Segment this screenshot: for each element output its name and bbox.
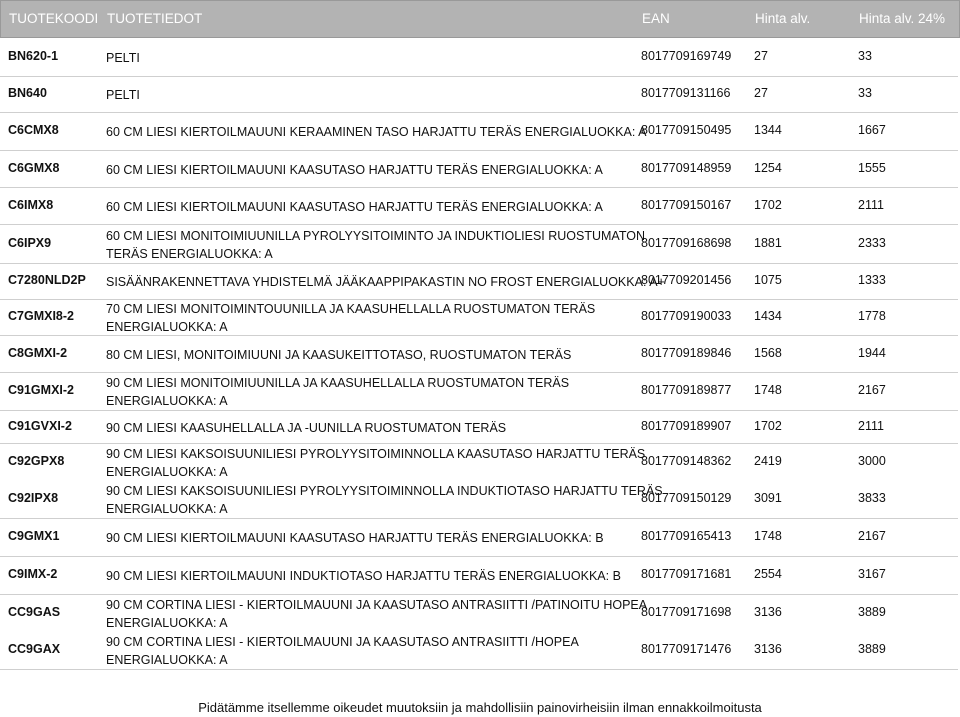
- table-header: [0, 0, 960, 38]
- product-ean: 8017709148959: [641, 160, 732, 175]
- product-price: 3136: [754, 604, 782, 619]
- product-code: C7GMXI8-2: [8, 309, 74, 323]
- header-price: Hinta alv.: [755, 11, 811, 26]
- product-price-vat: 1778: [858, 309, 886, 323]
- table-row: [0, 443, 958, 481]
- product-ean: 8017709189846: [641, 345, 732, 360]
- product-code: C92IPX8: [8, 491, 59, 506]
- product-description: 80 CM LIESI, MONITOIMIUUNI JA KAASUKEITTOTASO, RUOSTUMATON TERÄS: [106, 347, 572, 362]
- product-price: 1881: [754, 235, 782, 250]
- product-description-line2: ENERGIALUOKKA: A: [106, 653, 228, 668]
- product-price: 1434: [754, 309, 782, 323]
- product-description: 90 CM LIESI KIERTOILMAUUNI KAASUTASO HARJATTU TERÄS ENERGIALUOKKA: B: [106, 531, 604, 545]
- product-code: C91GMXI-2: [8, 383, 74, 397]
- product-price-vat: 1944: [858, 345, 886, 360]
- product-price: 2419: [754, 453, 782, 468]
- product-description: 90 CM CORTINA LIESI - KIERTOILMAUUNI JA KAASUTASO ANTRASIITTI /PATINOITU HOPEA: [106, 597, 648, 612]
- product-price-vat: 33: [858, 49, 872, 63]
- product-description-line2: ENERGIALUOKKA: A: [106, 320, 228, 334]
- table-row: [0, 518, 958, 557]
- product-price-vat: 1667: [858, 123, 886, 137]
- table-row: [0, 76, 958, 113]
- product-price: 3091: [754, 491, 782, 506]
- product-ean: 8017709190033: [641, 309, 732, 323]
- product-price: 1568: [754, 345, 782, 360]
- product-ean: 8017709165413: [641, 529, 732, 543]
- product-price-vat: 1333: [858, 273, 886, 287]
- product-price-vat: 1555: [858, 160, 886, 175]
- product-price-vat: 33: [858, 86, 872, 100]
- product-code: C6GMX8: [8, 160, 60, 175]
- product-description-line2: TERÄS ENERGIALUOKKA: A: [106, 246, 273, 261]
- product-code: CC9GAS: [8, 604, 61, 619]
- product-price: 1748: [754, 383, 782, 397]
- table-row: [0, 150, 958, 188]
- product-price-vat: 3167: [858, 567, 886, 581]
- product-price: 27: [754, 86, 768, 100]
- product-price-vat: 2333: [858, 235, 886, 250]
- product-code: C6IMX8: [8, 197, 54, 212]
- product-description: 90 CM LIESI KAKSOISUUNILIESI PYROLYYSITOIMINNOLLA INDUKTIOTASO HARJATTU TERÄS: [106, 484, 663, 499]
- product-ean: 8017709150167: [641, 197, 732, 212]
- product-description: PELTI: [106, 88, 140, 102]
- product-ean: 8017709201456: [641, 273, 732, 287]
- product-price-vat: 3889: [858, 604, 886, 619]
- product-ean: 8017709189907: [641, 418, 732, 433]
- product-description: 60 CM LIESI KIERTOILMAUUNI KAASUTASO HARJATTU TERÄS ENERGIALUOKKA: A: [106, 199, 603, 214]
- product-code: C8GMXI-2: [8, 345, 68, 360]
- product-code: C92GPX8: [8, 453, 65, 468]
- product-price: 1075: [754, 273, 782, 287]
- product-code: BN620-1: [8, 49, 59, 63]
- header-price-vat: Hinta alv. 24%: [859, 11, 946, 26]
- product-price-vat: 3889: [858, 642, 886, 657]
- product-code: C7280NLD2P: [8, 273, 86, 287]
- table-row: [0, 372, 958, 411]
- product-price-vat: 3000: [858, 453, 886, 468]
- product-ean: 8017709168698: [641, 235, 732, 250]
- product-ean: 8017709171476: [641, 642, 732, 657]
- product-description-line2: ENERGIALUOKKA: A: [106, 502, 228, 517]
- product-description: 90 CM LIESI KIERTOILMAUUNI INDUKTIOTASO HARJATTU TERÄS ENERGIALUOKKA: B: [106, 569, 621, 583]
- table-row: [0, 594, 958, 632]
- product-price: 1254: [754, 160, 782, 175]
- product-code: C9IMX-2: [8, 567, 58, 581]
- product-description: PELTI: [106, 51, 140, 65]
- product-price: 3136: [754, 642, 782, 657]
- product-price-vat: 2111: [858, 418, 884, 433]
- product-description: 60 CM LIESI MONITOIMIUUNILLA PYROLYYSITOIMINTO JA INDUKTIOLIESI RUOSTUMATON: [106, 228, 645, 243]
- product-description: SISÄÄNRAKENNETTAVA YHDISTELMÄ JÄÄKAAPPIPAKASTIN NO FROST ENERGIALUOKKA: A+: [106, 275, 665, 289]
- product-description: 60 CM LIESI KIERTOILMAUUNI KAASUTASO HARJATTU TERÄS ENERGIALUOKKA: A: [106, 162, 603, 177]
- product-description: 70 CM LIESI MONITOIMINTOUUNILLA JA KAASUHELLALLA RUOSTUMATON TERÄS: [106, 302, 596, 316]
- table-row: [0, 410, 958, 444]
- product-ean: 8017709171681: [641, 567, 732, 581]
- table-row: [0, 299, 958, 336]
- product-ean: 8017709150495: [641, 123, 732, 137]
- product-price: 27: [754, 49, 768, 63]
- product-description: 60 CM LIESI KIERTOILMAUUNI KERAAMINEN TASO HARJATTU TERÄS ENERGIALUOKKA: A: [106, 125, 647, 139]
- product-price: 1702: [754, 197, 782, 212]
- product-code: C6IPX9: [8, 235, 52, 250]
- product-code: CC9GAX: [8, 642, 61, 657]
- table-row: [0, 556, 958, 595]
- header-code: TUOTEKOODI: [9, 11, 99, 26]
- product-price: 2554: [754, 567, 782, 581]
- product-description-line2: ENERGIALUOKKA: A: [106, 394, 228, 408]
- product-ean: 8017709169749: [641, 49, 732, 63]
- product-code: C9GMX1: [8, 529, 60, 543]
- table-row: [0, 224, 958, 264]
- product-price: 1702: [754, 418, 782, 433]
- table-row: [0, 112, 958, 151]
- product-description-line2: ENERGIALUOKKA: A: [106, 464, 228, 479]
- product-price-vat: 3833: [858, 491, 886, 506]
- table-row: [0, 38, 958, 77]
- product-code: BN640: [8, 86, 47, 100]
- table-row: [0, 263, 958, 300]
- product-price: 1748: [754, 529, 782, 543]
- product-price-vat: 2111: [858, 197, 884, 212]
- product-description: 90 CM CORTINA LIESI - KIERTOILMAUUNI JA KAASUTASO ANTRASIITTI /HOPEA: [106, 635, 579, 650]
- product-description: 90 CM LIESI KAKSOISUUNILIESI PYROLYYSITOIMINNOLLA KAASUTASO HARJATTU TERÄS: [106, 446, 646, 461]
- product-description-line2: ENERGIALUOKKA: A: [106, 615, 228, 630]
- header-desc: TUOTETIEDOT: [107, 11, 203, 26]
- product-ean: 8017709171698: [641, 604, 732, 619]
- product-code: C6CMX8: [8, 123, 59, 137]
- table-row: [0, 335, 958, 373]
- table-row: [0, 481, 958, 520]
- product-ean: 8017709150129: [641, 491, 732, 506]
- product-price-vat: 2167: [858, 383, 886, 397]
- product-price: 1344: [754, 123, 782, 137]
- table-row: [0, 187, 958, 225]
- header-ean: EAN: [642, 11, 670, 26]
- product-price-vat: 2167: [858, 529, 886, 543]
- product-ean: 8017709148362: [641, 453, 732, 468]
- product-description: 90 CM LIESI KAASUHELLALLA JA -UUNILLA RUOSTUMATON TERÄS: [106, 420, 507, 435]
- product-ean: 8017709131166: [641, 86, 731, 100]
- product-ean: 8017709189877: [641, 383, 732, 397]
- product-code: C91GVXI-2: [8, 418, 72, 433]
- table-row: [0, 632, 958, 671]
- disclaimer: Pidätämme itsellemme oikeudet muutoksiin ja mahdollisiin painovirheisiin ilman ennakkoilmoitusta: [198, 700, 762, 715]
- product-description: 90 CM LIESI MONITOIMIUUNILLA JA KAASUHELLALLA RUOSTUMATON TERÄS: [106, 376, 570, 390]
